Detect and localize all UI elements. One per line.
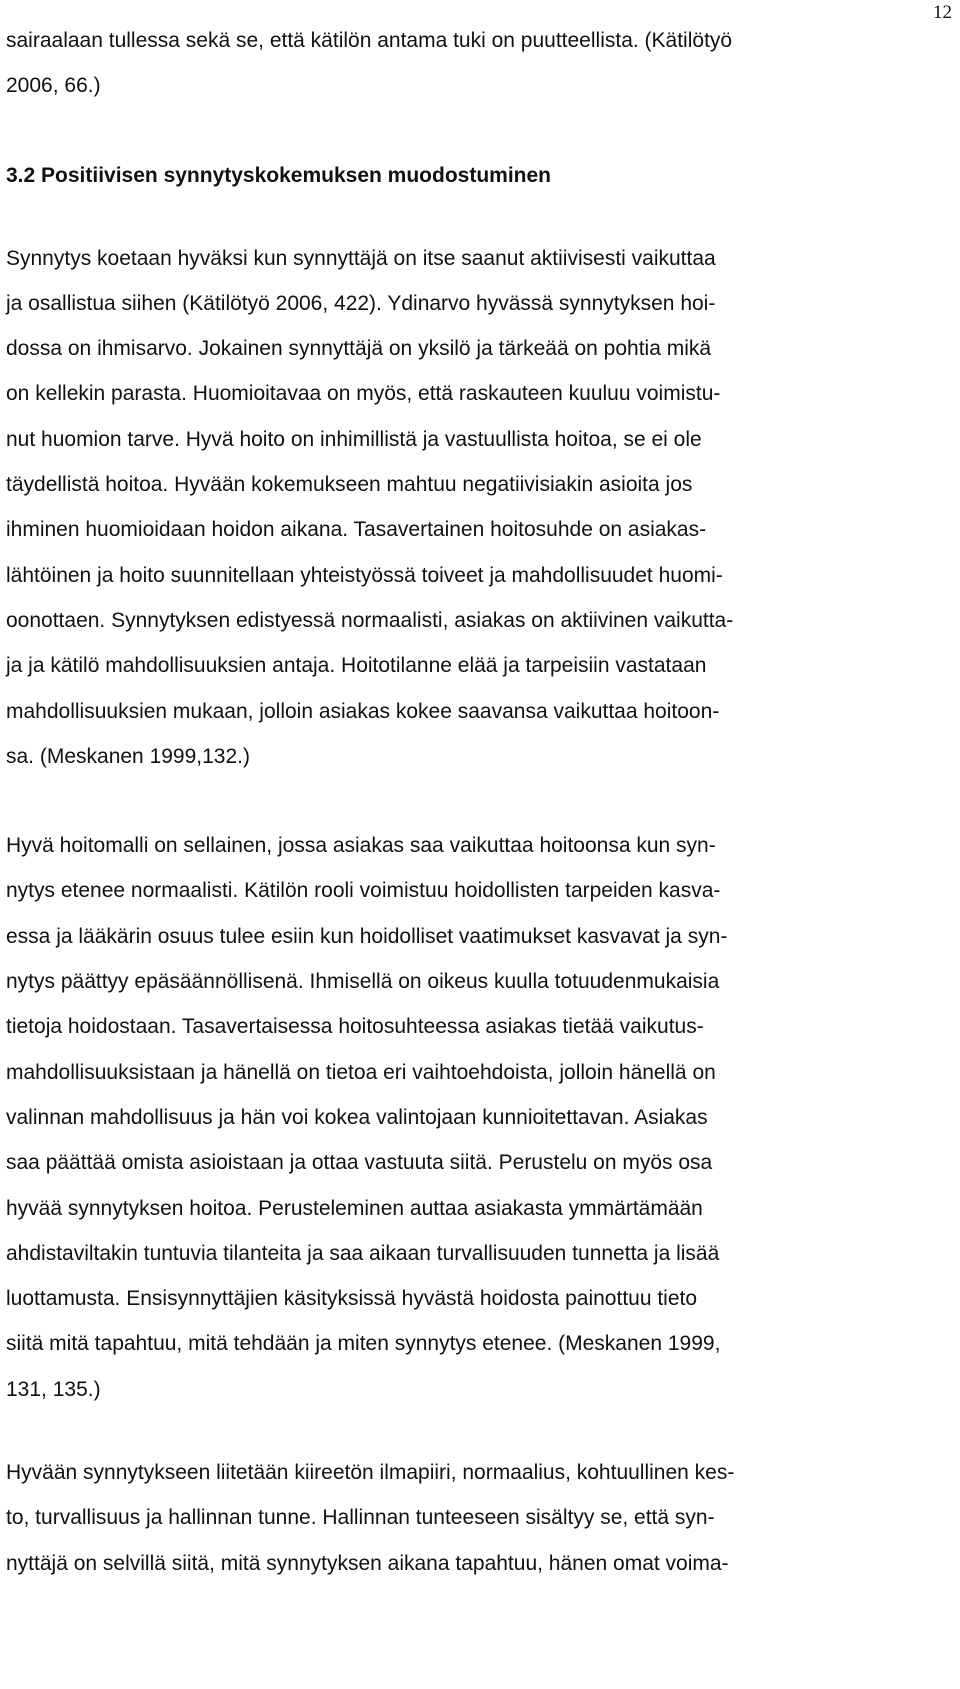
text-line: lähtöinen ja hoito suunnitellaan yhteistyössä toiveet ja mahdollisuudet huomi- bbox=[6, 563, 723, 587]
text-line: ja osallistua siihen (Kätilötyö 2006, 422). Ydinarvo hyvässä synnytyksen hoi- bbox=[6, 291, 716, 315]
document-body bbox=[6, 18, 946, 1586]
text-line: nyttäjä on selvillä siitä, mitä synnytyksen aikana tapahtuu, hänen omat voima- bbox=[6, 1551, 729, 1575]
text-line: sa. (Meskanen 1999,132.) bbox=[6, 744, 250, 768]
text-line: saa päättää omista asioistaan ja ottaa vastuuta siitä. Perustelu on myös osa bbox=[6, 1151, 713, 1175]
text-line: hyvää synnytyksen hoitoa. Perusteleminen auttaa asiakasta ymmärtämään bbox=[6, 1196, 703, 1220]
paragraph-2 bbox=[6, 823, 946, 1412]
text-line: siitä mitä tapahtuu, mitä tehdään ja miten synnytys etenee. (Meskanen 1999, bbox=[6, 1332, 721, 1356]
text-line: nut huomion tarve. Hyvä hoito on inhimillistä ja vastuullista hoitoa, se ei ole bbox=[6, 427, 702, 451]
text-line: 131, 135.) bbox=[6, 1377, 101, 1401]
text-line: essa ja lääkärin osuus tulee esiin kun hoidolliset vaatimukset kasvavat ja syn- bbox=[6, 924, 728, 948]
text-line: mahdollisuuksistaan ja hänellä on tietoa eri vaihtoehdoista, jolloin hänellä on bbox=[6, 1060, 716, 1084]
text-line: dossa on ihmisarvo. Jokainen synnyttäjä on yksilö ja tärkeää on pohtia mikä bbox=[6, 337, 712, 361]
text-line: täydellistä hoitoa. Hyvään kokemukseen mahtuu negatiivisiakin asioita jos bbox=[6, 473, 693, 497]
text-line: sairaalaan tullessa sekä se, että kätilön antama tuki on puutteellista. (Kätilötyö bbox=[6, 29, 733, 52]
text-line: Hyvään synnytykseen liitetään kiireetön ilmapiiri, normaalius, kohtuullinen kes- bbox=[6, 1461, 735, 1485]
text-line: mahdollisuuksien mukaan, jolloin asiakas kokee saavansa vaikuttaa hoitoon- bbox=[6, 699, 720, 723]
text-line: valinnan mahdollisuus ja hän voi kokea valintojaan kunnioitettavan. Asiakas bbox=[6, 1105, 708, 1129]
text-line: on kellekin parasta. Huomioitavaa on myös, että raskauteen kuuluu voimistu- bbox=[6, 382, 721, 406]
text-line: ihminen huomioidaan hoidon aikana. Tasavertainen hoitosuhde on asiakas- bbox=[6, 518, 707, 542]
paragraph-3 bbox=[6, 1450, 946, 1586]
intro-paragraph bbox=[6, 18, 946, 109]
paragraph-1 bbox=[6, 236, 946, 780]
text-line: tietoja hoidostaan. Tasavertaisessa hoitosuhteessa asiakas tietää vaikutus- bbox=[6, 1015, 704, 1039]
text-line: Hyvä hoitomalli on sellainen, jossa asiakas saa vaikuttaa hoitoonsa kun syn- bbox=[6, 834, 716, 858]
text-line: luottamusta. Ensisynnyttäjien käsityksissä hyvästä hoidosta painottuu tieto bbox=[6, 1287, 698, 1311]
text-line: to, turvallisuus ja hallinnan tunne. Hallinnan tunteeseen sisältyy se, että syn- bbox=[6, 1506, 715, 1530]
text-line: nytys etenee normaalisti. Kätilön rooli voimistuu hoidollisten tarpeiden kasva- bbox=[6, 879, 721, 903]
section-heading: 3.2 Positiivisen synnytyskokemuksen muodostuminen bbox=[6, 163, 552, 187]
text-line: oonottaen. Synnytyksen edistyessä normaalisti, asiakas on aktiivinen vaikutta- bbox=[6, 608, 734, 632]
text-line: nytys päättyy epäsäännöllisenä. Ihmisellä on oikeus kuulla totuudenmukaisia bbox=[6, 970, 720, 994]
page-number: 12 bbox=[933, 2, 952, 23]
text-line: Synnytys koetaan hyväksi kun synnyttäjä on itse saanut aktiivisesti vaikuttaa bbox=[6, 246, 716, 270]
text-line: 2006, 66.) bbox=[6, 74, 101, 98]
text-line: ahdistaviltakin tuntuvia tilanteita ja saa aikaan turvallisuuden tunnetta ja lisää bbox=[6, 1241, 720, 1265]
text-line: ja ja kätilö mahdollisuuksien antaja. Hoitotilanne elää ja tarpeisiin vastataan bbox=[6, 654, 707, 678]
